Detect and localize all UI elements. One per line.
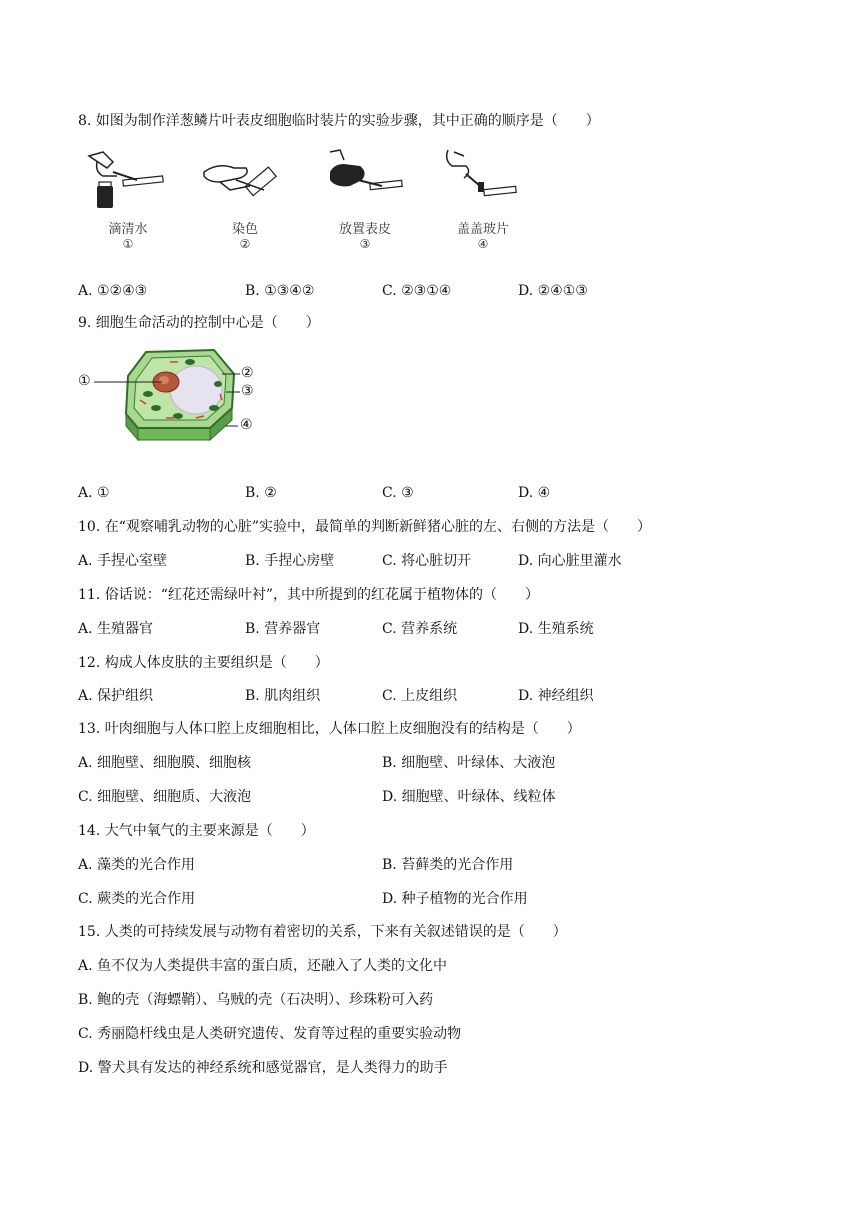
option-a: A. ①②④③ (78, 283, 148, 299)
option-b: B. 肌肉组织 (245, 688, 321, 704)
cell-label-2: ② (241, 365, 254, 381)
question-12-stem: 12. 构成人体皮肤的主要组织是（ ） (78, 655, 329, 671)
step-cover-slip (433, 146, 533, 262)
option-d: D. 细胞壁、叶绿体、线粒体 (382, 789, 556, 805)
tweezers-hand-icon (320, 146, 410, 216)
step-1-label: 滴清水 (108, 222, 148, 237)
option-a: A. 生殖器官 (78, 621, 154, 637)
question-10-stem: 10. 在“观察哺乳动物的心脏”实验中，最简单的判断新鲜猪心脏的左、右侧的方法是（ ） (78, 519, 652, 535)
option-b: B. ①③④② (245, 283, 315, 299)
question-11-stem: 11. 俗话说：“红花还需绿叶衬”，其中所提到的红花属于植物体的（ ） (78, 587, 540, 603)
option-c: C. 营养系统 (382, 621, 458, 637)
cell-label-1: ① (78, 373, 91, 389)
question-13-options-row-1 (78, 753, 778, 773)
option-d: D. 种子植物的光合作用 (382, 891, 528, 907)
question-15-stem: 15. 人类的可持续发展与动物有着密切的关系，下来有关叙述错误的是（ ） (78, 924, 567, 940)
step-place-epidermis (315, 146, 415, 262)
option-d: D. ④ (518, 485, 551, 501)
option-d: D. ②④①③ (518, 283, 588, 299)
cell-label-3: ③ (241, 383, 254, 399)
question-8-stem: 8. 如图为制作洋葱鳞片叶表皮细胞临时装片的实验步骤，其中正确的顺序是（ ） (78, 113, 600, 129)
step-3-label: 放置表皮 (338, 222, 391, 237)
option-c: C. 细胞壁、细胞质、大液泡 (78, 789, 252, 805)
slide-prep-steps-figure (78, 146, 538, 262)
option-b: B. ② (245, 485, 277, 501)
question-15-option-a: A. 鱼不仅为人类提供丰富的蛋白质，还融入了人类的文化中 (78, 958, 448, 974)
step-4-label: 盖盖玻片 (456, 222, 509, 237)
question-10-options (78, 551, 778, 571)
cover-slip-hand-icon (438, 146, 528, 216)
option-a: A. 手捏心室壁 (78, 553, 168, 569)
option-d: D. 向心脏里灌水 (518, 553, 622, 569)
step-2-label: 染色 (231, 222, 258, 237)
option-b: B. 营养器官 (245, 621, 321, 637)
step-1-number: ① (122, 237, 134, 251)
question-14-stem: 14. 大气中氧气的主要来源是（ ） (78, 823, 315, 839)
option-c: C. 将心脏切开 (382, 553, 472, 569)
step-drip-water (78, 146, 178, 262)
plant-cell-figure (78, 346, 278, 444)
option-a: A. 保护组织 (78, 688, 154, 704)
option-d: D. 生殖系统 (518, 621, 594, 637)
dropper-hand-icon (83, 146, 173, 216)
staining-hand-icon (200, 146, 290, 216)
question-13-options-row-2 (78, 787, 778, 807)
option-b: B. 苔藓类的光合作用 (382, 857, 514, 873)
question-13-stem: 13. 叶肉细胞与人体口腔上皮细胞相比，人体口腔上皮细胞没有的结构是（ ） (78, 721, 581, 737)
step-2-number: ② (239, 237, 251, 251)
question-9-stem: 9. 细胞生命活动的控制中心是（ ） (78, 315, 320, 331)
option-c: C. 上皮组织 (382, 688, 458, 704)
option-a: A. 藻类的光合作用 (78, 857, 196, 873)
question-15-option-b: B. 鲍的壳（海螵鞘）、乌贼的壳（石决明）、珍珠粉可入药 (78, 992, 434, 1008)
option-a: A. 细胞壁、细胞膜、细胞核 (78, 755, 252, 771)
cell-label-4: ④ (240, 417, 253, 433)
option-b: B. 手捏心房壁 (245, 553, 335, 569)
question-15-option-d: D. 警犬具有发达的神经系统和感觉器官，是人类得力的助手 (78, 1060, 448, 1076)
question-8-options (78, 281, 778, 301)
option-c: C. ②③①④ (382, 283, 452, 299)
step-stain (195, 146, 295, 262)
option-c: C. 蕨类的光合作用 (78, 891, 196, 907)
option-a: A. ① (78, 485, 110, 501)
question-15-option-c: C. 秀丽隐杆线虫是人类研究遗传、发育等过程的重要实验动物 (78, 1026, 462, 1042)
step-4-number: ④ (477, 237, 489, 251)
question-14-options-row-2 (78, 889, 778, 909)
step-3-number: ③ (359, 237, 371, 251)
question-9-options (78, 483, 778, 503)
option-d: D. 神经组织 (518, 688, 594, 704)
question-11-options (78, 619, 778, 639)
option-c: C. ③ (382, 485, 414, 501)
option-b: B. 细胞壁、叶绿体、大液泡 (382, 755, 556, 771)
question-14-options-row-1 (78, 855, 778, 875)
question-12-options (78, 686, 778, 706)
